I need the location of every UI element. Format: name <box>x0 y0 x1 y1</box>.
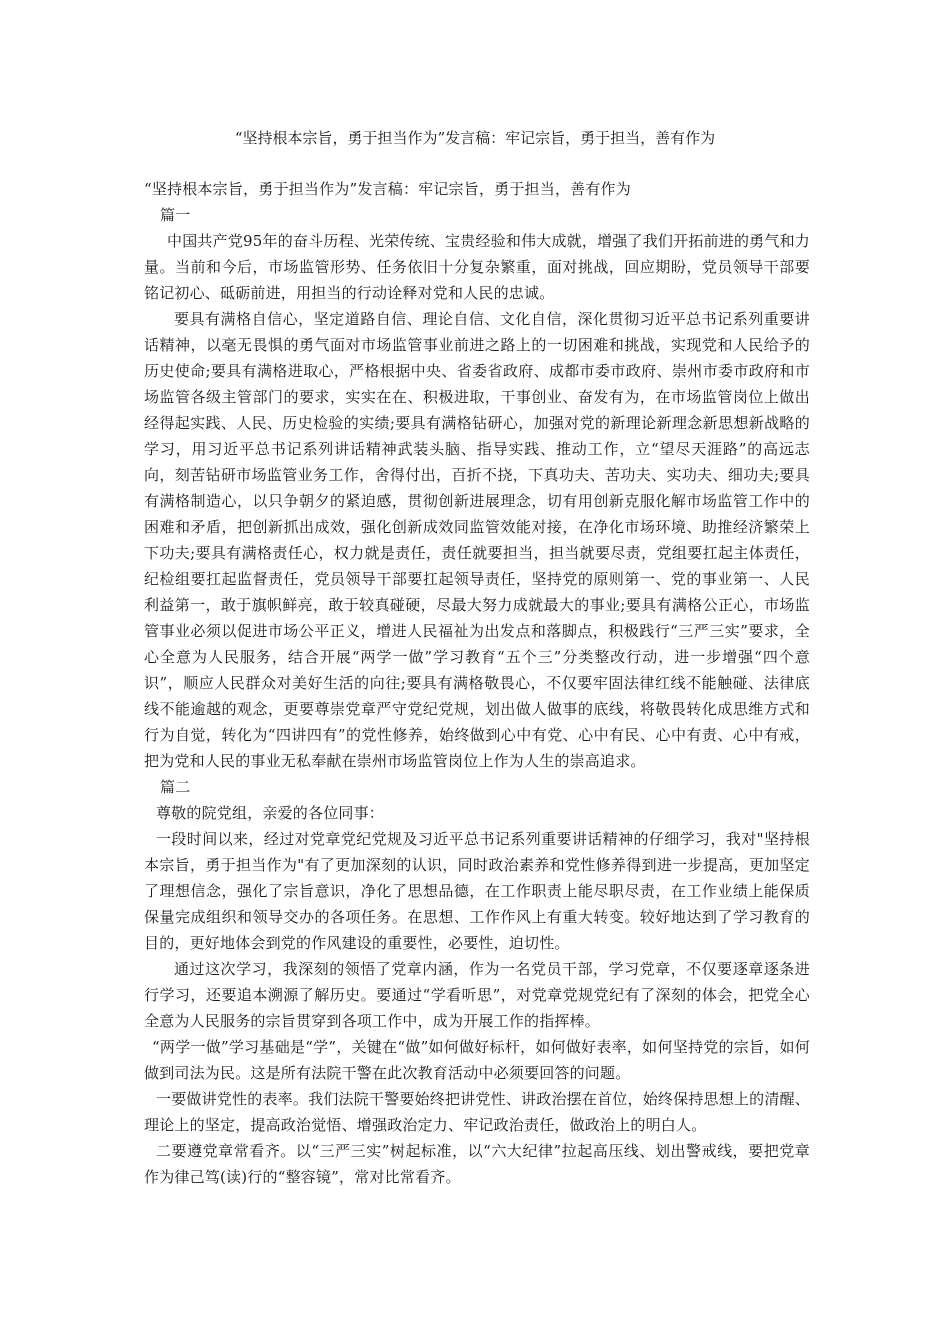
paragraph: “两学一做”学习基础是“学”，关键在“做”如何做好标杆，如何做好表率，如何坚持党的宗旨，如何做到司法为民。这是所有法院干警在此次教育活动中必须要回答的问题。 <box>144 1038 810 1082</box>
paragraph: 中国共产党95年的奋斗历程、光荣传统、宝贵经验和伟大成就，增强了我们开拓前进的勇气和力量。当前和今后，市场监管形势、任务依旧十分复杂繁重，面对挑战，回应期盼，党员领导干部要铭记初心、砥砺前进，用担当的行动诠释对党和人民的忠诚。 <box>144 232 810 302</box>
paragraph: 通过这次学习，我深刻的领悟了党章内涵，作为一名党员干部，学习党章，不仅要逐章逐条进行学习，还要追本溯源了解历史。要通过“学看听思”，对党章党规党纪有了深刻的体会，把党全心全意为人民服务的宗旨贯穿到各项工作中，成为开展工作的指挥棒。 <box>144 960 810 1030</box>
paragraph: 一要做讲党性的表率。我们法院干警要始终把讲党性、讲政治摆在首位，始终保持思想上的清醒、理论上的坚定，提高政治觉悟、增强政治定力、牢记政治责任，做政治上的明白人。 <box>144 1090 810 1134</box>
document-body <box>144 176 810 1190</box>
paragraph: 二要遵党章常看齐。以“三严三实”树起标准，以“六大纪律”拉起高压线、划出警戒线，要把党章作为律己笃(读)行的“整容镜”，常对比常看齐。 <box>144 1142 810 1186</box>
paragraph: 要具有满格自信心，坚定道路自信、理论自信、文化自信，深化贯彻习近平总书记系列重要讲话精神，以毫无畏惧的勇气面对市场监管事业前进之路上的一切困难和挑战，实现党和人民给予的历史使命;要具有满格进取心，严格根据中央、省委省政府、成都市委市政府、崇州市委市政府和市场监管各级主管部门的要求，实实在在、积极进取，干事创业、奋发有为，在市场监管岗位上做出经得起实践、人民、历史检验的实绩;要具有满格钻研心，加强对党的新理论新理念新思想新战略的学习，用习近平总书记系列讲话精神武装头脑、指导实践、推动工作，立“望尽天涯路”的高远志向，刻苦钻研市场监管业务工作，舍得付出，百折不挠，下真功夫、苦功夫、实功夫、细功夫;要具有满格制造心，以只争朝夕的紧迫感，贯彻创新进展理念，切有用创新克服化解市场监管工作中的困难和矛盾，把创新抓出成效，强化创新成效同监管效能对接，在净化市场环境、助推经济繁荣上下功夫;要具有满格责任心，权力就是责任，责任就要担当，担当就要尽责，党组要扛起主体责任，纪检组要扛起监督责任，党员领导干部要扛起领导责任，坚持党的原则第一、党的事业第一、人民利益第一，敢于旗帜鲜亮，敢于较真碰硬，尽最大努力成就最大的事业;要具有满格公正心，市场监管事业必须以促进市场公平正义，增进人民福祉为出发点和落脚点，积极践行“三严三实”要求，全心全意为人民服务，结合开展“两学一做”学习教育“五个三”分类整改行动，进一步增强“四个意识”，顺应人民群众对美好生活的向往;要具有满格敬畏心，不仅要牢固法律红线不能触碰、法律底线不能逾越的观念，更要尊崇党章严守党纪党规，划出做人做事的底线，将敬畏转化成思维方式和行为自觉，转化为“四讲四有”的党性修养，始终做到心中有党、心中有民、心中有责、心中有戒，把为党和人民的事业无私奉献在崇州市场监管岗位上作为人生的崇高追求。 <box>144 310 810 770</box>
section-heading-1: 篇一 <box>160 206 191 224</box>
document-subtitle: “坚持根本宗旨，勇于担当作为”发言稿：牢记宗旨，勇于担当，善有作为 <box>144 180 631 198</box>
paragraph: 尊敬的院党组，亲爱的各位同事： <box>156 804 385 822</box>
document-title: “坚持根本宗旨，勇于担当作为”发言稿：牢记宗旨，勇于担当，善有作为 <box>234 129 716 147</box>
paragraph: 一段时间以来，经过对党章党纪党规及习近平总书记系列重要讲话精神的仔细学习，我对"坚持根本宗旨，勇于担当作为"有了更加深刻的认识，同时政治素养和党性修养得到进一步提高，更加坚定了理想信念，强化了宗旨意识，净化了思想品德，在工作职责上能尽职尽责，在工作业绩上能保质保量完成组织和领导交办的各项任务。在思想、工作作风上有重大转变。较好地达到了学习教育的目的，更好地体会到党的作风建设的重要性，必要性，迫切性。 <box>144 830 810 952</box>
section-heading-2: 篇二 <box>160 778 191 796</box>
